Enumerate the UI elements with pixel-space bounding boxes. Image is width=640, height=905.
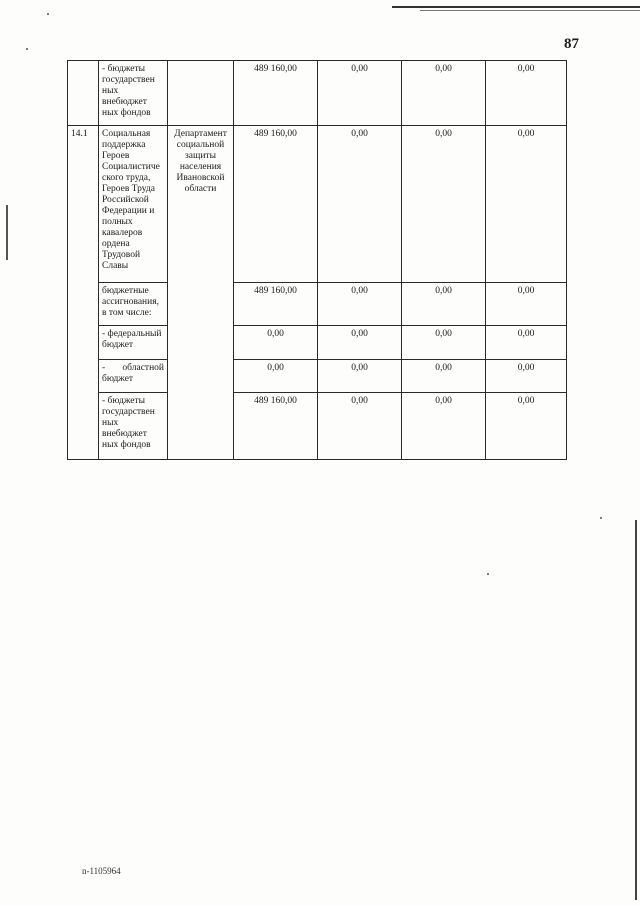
amount-cell: 0,00 xyxy=(402,393,486,460)
amount-cell: 489 160,00 xyxy=(234,61,318,126)
amount-cell: 0,00 xyxy=(318,360,402,393)
document-code: n-1105964 xyxy=(82,866,121,876)
amount-cell: 489 160,00 xyxy=(234,393,318,460)
scan-speck xyxy=(600,517,602,519)
amount-cell: 0,00 xyxy=(234,326,318,360)
amount-cell: 0,00 xyxy=(318,61,402,126)
scan-right-edge xyxy=(635,520,637,900)
scan-top-rule xyxy=(392,6,640,8)
amount-cell: 0,00 xyxy=(402,61,486,126)
table-row xyxy=(68,283,567,326)
index-cell xyxy=(68,61,99,126)
table-row xyxy=(68,126,567,283)
description-cell: - бюджеты государствен ных внебюджет ных фондов xyxy=(99,393,168,460)
table-row xyxy=(68,360,567,393)
amount-cell: 489 160,00 xyxy=(234,283,318,326)
amount-cell: 0,00 xyxy=(402,126,486,283)
amount-cell: 0,00 xyxy=(318,283,402,326)
amount-cell: 0,00 xyxy=(486,360,567,393)
amount-cell: 0,00 xyxy=(318,393,402,460)
amount-cell: 0,00 xyxy=(486,283,567,326)
executor-cell xyxy=(168,61,234,126)
amount-cell: 0,00 xyxy=(486,393,567,460)
amount-cell: 0,00 xyxy=(402,360,486,393)
executor-cell: Департамент социальной защиты населения Ивановской области xyxy=(168,126,234,460)
table-row xyxy=(68,393,567,460)
amount-cell: 0,00 xyxy=(318,326,402,360)
index-cell: 14.1 xyxy=(68,126,99,460)
amount-cell: 0,00 xyxy=(234,360,318,393)
amount-cell: 489 160,00 xyxy=(234,126,318,283)
scan-left-mark xyxy=(6,205,8,260)
description-cell: - федеральный бюджет xyxy=(99,326,168,360)
amount-cell: 0,00 xyxy=(402,326,486,360)
table-row xyxy=(68,61,567,126)
amount-cell: 0,00 xyxy=(402,283,486,326)
scan-speck xyxy=(26,48,28,50)
budget-table xyxy=(67,60,567,460)
page-number: 87 xyxy=(564,36,579,52)
description-cell: - областной бюджет xyxy=(99,360,168,393)
table-row xyxy=(68,326,567,360)
amount-cell: 0,00 xyxy=(318,126,402,283)
amount-cell: 0,00 xyxy=(486,326,567,360)
scan-speck xyxy=(487,573,489,575)
description-cell: - бюджеты государствен ных внебюджет ных фондов xyxy=(99,61,168,126)
description-cell: Социальная поддержка Героев Социалистиче ского труда, Героев Труда Российской Федерации и полных кавалеров ордена Трудовой Славы xyxy=(99,126,168,283)
amount-cell: 0,00 xyxy=(486,126,567,283)
scan-speck xyxy=(47,13,49,15)
scan-top-rule-thin xyxy=(420,10,640,11)
amount-cell: 0,00 xyxy=(486,61,567,126)
description-cell: бюджетные ассигнования, в том числе: xyxy=(99,283,168,326)
